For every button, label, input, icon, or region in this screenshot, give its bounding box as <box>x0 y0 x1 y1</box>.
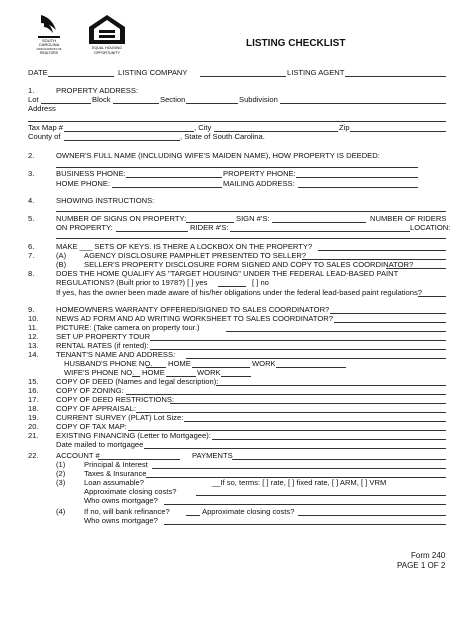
subdivision-label: Subdivision <box>239 95 278 104</box>
address-line-2[interactable] <box>28 121 446 122</box>
wife-home-label: HOME <box>142 368 165 377</box>
equal-housing-logo <box>86 14 128 56</box>
principal-interest-label: Principal & Interest <box>84 460 148 469</box>
property-tour-label: SET UP PROPERTY TOUR <box>56 332 151 341</box>
on-property-field[interactable] <box>116 231 188 232</box>
item20-number: 20. <box>28 422 39 431</box>
city-label: , City <box>194 123 212 132</box>
owns-mortgage-label: Who owns mortgage? <box>84 496 158 505</box>
rider-numbers-label: RIDER #'S: <box>190 223 229 232</box>
section-label: Section <box>160 95 186 104</box>
copy-of-zoning-label: COPY OF ZONING: <box>56 386 124 395</box>
business-phone-field[interactable] <box>126 177 222 178</box>
item13-number: 13. <box>28 341 39 350</box>
keys-lockbox-label: MAKE ___ SETS OF KEYS. IS THERE A LOCKBOX ON THE PROPERTY? <box>56 242 313 251</box>
owner-name-label: OWNER'S FULL NAME (INCLUDING WIFE'S MAIDEN NAME), HOW PROPERTY IS DEEDED: <box>56 151 380 160</box>
county-field[interactable] <box>64 140 180 141</box>
listing-company-label: LISTING COMPANY <box>118 68 188 77</box>
item22-3-marker: (3) <box>56 478 66 487</box>
logo-text-line-4: REALTORS <box>40 51 58 55</box>
closing-costs-2-label: Approximate closing costs? <box>202 507 295 516</box>
item9-number: 9. <box>28 305 35 314</box>
date-mailed-label: Date mailed to mortgagee <box>56 440 144 449</box>
location-field[interactable] <box>56 238 446 239</box>
block-label: Block <box>92 95 111 104</box>
realtors-logo <box>38 14 60 56</box>
zip-label: Zip <box>339 123 350 132</box>
item7b-marker: (B) <box>56 260 67 269</box>
existing-financing-field[interactable] <box>212 439 446 440</box>
bank-refinance-field[interactable] <box>186 515 200 516</box>
tenant-name-field[interactable] <box>186 358 446 359</box>
copy-of-appraisal-label: COPY OF APPRAISAL: <box>56 404 137 413</box>
subdivision-field[interactable] <box>280 103 446 104</box>
home-phone-field[interactable] <box>112 187 222 188</box>
target-housing-line-1: DOES THE HOME QUALIFY AS "TARGET HOUSING" UNDER THE FEDERAL LEAD-BASED PAINT <box>56 269 399 278</box>
loan-assumable-label: Loan assumable? <box>84 478 144 487</box>
deed-restrictions-label: COPY OF DEED RESTRICTIONS: <box>56 395 174 404</box>
item12-number: 12. <box>28 332 39 341</box>
item11-number: 11. <box>28 323 38 332</box>
tax-map-label: Tax Map # <box>28 123 64 132</box>
payments-label: PAYMENTS <box>192 451 233 460</box>
date-mailed-field[interactable] <box>144 448 446 449</box>
homeowners-warranty-field[interactable] <box>330 313 446 314</box>
item21-number: 21. <box>28 431 39 440</box>
item22-number: 22. <box>28 451 39 460</box>
owns-mortgage-2-field[interactable] <box>164 524 446 525</box>
closing-costs-field[interactable] <box>196 495 446 496</box>
husband-work-field[interactable] <box>276 367 346 368</box>
logo-text-line-1: SOUTH <box>42 38 56 43</box>
riders-label: NUMBER OF RIDERS <box>370 214 447 223</box>
principal-interest-field[interactable] <box>152 468 446 469</box>
property-tour-field[interactable] <box>150 340 446 341</box>
loan-terms-text: __If so, terms: [ ] rate, [ ] fixed rate, [ ] ARM, [ ] VRM <box>212 478 387 487</box>
homeowners-warranty-label: HOMEOWNERS WARRANTY OFFERED/SIGNED TO SALES COORDINATOR? <box>56 305 330 314</box>
news-ad-label: NEWS AD FORM AND AD WRITING WORKSHEET TO SALES COORDINATOR? <box>56 314 333 323</box>
item14-number: 14. <box>28 350 39 359</box>
existing-financing-label: EXISTING FINANCING (Letter to Mortgagee): <box>56 431 211 440</box>
wife-work-field[interactable] <box>221 376 251 377</box>
date-field[interactable] <box>48 76 114 77</box>
yes-field[interactable] <box>218 286 246 287</box>
rider-numbers-field[interactable] <box>230 231 410 232</box>
zip-field[interactable] <box>350 131 446 132</box>
address-label: Address <box>28 104 56 113</box>
agency-disclosure-label: AGENCY DISCLOSURE PAMPHLET PRESENTED TO SELLER? <box>84 251 307 260</box>
husband-home-label: HOME <box>168 359 191 368</box>
picture-label: PICTURE: (Take camera on property tour.) <box>56 323 200 332</box>
wife-work-label: WORK <box>197 368 221 377</box>
owns-mortgage-field[interactable] <box>164 504 446 505</box>
property-address-label: PROPERTY ADDRESS: <box>56 86 139 95</box>
county-label: County of <box>28 132 61 141</box>
item16-number: 16. <box>28 386 39 395</box>
equal-housing-text: EQUAL HOUSING <box>92 46 122 50</box>
sign-numbers-label: SIGN #'S: <box>236 214 270 223</box>
closing-costs-label: Approximate closing costs? <box>84 487 177 496</box>
showing-instructions-label: SHOWING INSTRUCTIONS: <box>56 196 155 205</box>
closing-costs-2-field[interactable] <box>298 515 446 516</box>
property-phone-field[interactable] <box>296 177 418 178</box>
page-title: LISTING CHECKLIST <box>246 38 346 49</box>
sign-numbers-field[interactable] <box>272 222 366 223</box>
copy-of-tax-map-label: COPY OF TAX MAP: <box>56 422 127 431</box>
home-phone-label: HOME PHONE: <box>56 179 111 188</box>
picture-field[interactable] <box>226 331 446 332</box>
date-label: DATE <box>28 68 48 77</box>
lead-paint-obligation-field[interactable] <box>418 296 446 297</box>
item4-number: 4. <box>28 196 35 205</box>
mailing-address-field[interactable] <box>298 187 418 188</box>
bank-refinance-label: If no, will bank refinance? <box>84 507 170 516</box>
business-phone-label: BUSINESS PHONE: <box>56 169 126 178</box>
mailing-address-label: MAILING ADDRESS: <box>223 179 295 188</box>
item22-1-marker: (1) <box>56 460 66 469</box>
section-field[interactable] <box>186 103 238 104</box>
signs-label: NUMBER OF SIGNS ON PROPERTY: <box>56 214 187 223</box>
opportunity-text: OPPORTUNITY <box>94 51 120 55</box>
target-housing-line-2: REGULATIONS? (Built prior to 1978?) [ ] yes <box>56 278 208 287</box>
item8-number: 8. <box>28 269 35 278</box>
copy-of-deed-label: COPY OF DEED (Names and legal description): <box>56 377 219 386</box>
showing-instructions-field[interactable] <box>56 211 446 212</box>
page-indicator: PAGE 1 OF 2 <box>397 561 446 570</box>
listing-company-field[interactable] <box>200 76 286 77</box>
account-label: ACCOUNT # <box>56 451 100 460</box>
item15-number: 15. <box>28 377 39 386</box>
item19-number: 19. <box>28 413 39 422</box>
payments-field[interactable] <box>232 459 446 460</box>
item6-number: 6. <box>28 242 35 251</box>
listing-agent-field[interactable] <box>345 76 446 77</box>
owns-mortgage-2-label: Who owns mortgage? <box>84 516 158 525</box>
rental-rates-label: RENTAL RATES (if rented): <box>56 341 149 350</box>
item7a-marker: (A) <box>56 251 67 260</box>
target-housing-line-3: If yes, has the owner been made aware of his/her obligations under the federal lead-based paint regulations? <box>56 288 423 297</box>
item10-number: 10. <box>28 314 39 323</box>
property-disclosure-label: SELLER'S PROPERTY DISCLOSURE FORM SIGNED AND COPY TO SALES COORDINATOR? <box>84 260 414 269</box>
property-phone-label: PROPERTY PHONE: <box>223 169 296 178</box>
block-field[interactable] <box>113 103 159 104</box>
item7-number: 7. <box>28 251 35 260</box>
state-text: , State of South Carolina. <box>180 132 265 141</box>
husband-phone-label: HUSBAND'S PHONE NO. <box>64 359 153 368</box>
logo-text-line-3: ASSOCIATION OF <box>36 47 62 51</box>
lot-label: Lot <box>28 95 39 104</box>
tenant-name-label: TENANT'S NAME AND ADDRESS: <box>56 350 176 359</box>
listing-agent-label: LISTING AGENT <box>287 68 345 77</box>
keys-lockbox-field[interactable] <box>318 250 446 251</box>
item3-number: 3. <box>28 169 35 178</box>
news-ad-field[interactable] <box>334 322 446 323</box>
target-housing-no: [ ] no <box>252 278 269 287</box>
item1-number: 1. <box>28 86 35 95</box>
tax-map-field[interactable] <box>64 131 194 132</box>
logo-text-line-2: CAROLINA <box>38 42 60 47</box>
location-label: LOCATION: <box>410 223 451 232</box>
husband-work-label: WORK <box>252 359 276 368</box>
item17-number: 17. <box>28 395 39 404</box>
current-survey-field[interactable] <box>184 421 446 422</box>
on-property-label: ON PROPERTY: <box>56 223 113 232</box>
wife-phone-label: WIFE'S PHONE NO. <box>64 368 135 377</box>
deed-restrictions-field[interactable] <box>170 403 446 404</box>
copy-of-deed-field[interactable] <box>216 385 446 386</box>
item2-number: 2. <box>28 151 35 160</box>
taxes-insurance-label: Taxes & Insurance <box>84 469 147 478</box>
item18-number: 18. <box>28 404 39 413</box>
copy-of-zoning-field[interactable] <box>126 394 446 395</box>
item5-number: 5. <box>28 214 35 223</box>
current-survey-label: CURRENT SURVEY (PLAT) Lot Size: <box>56 413 184 422</box>
item22-4-marker: (4) <box>56 507 66 516</box>
item22-2-marker: (2) <box>56 469 66 478</box>
form-number: Form 240 <box>411 551 446 560</box>
rental-rates-field[interactable] <box>150 349 446 350</box>
owner-name-field[interactable] <box>56 167 418 168</box>
